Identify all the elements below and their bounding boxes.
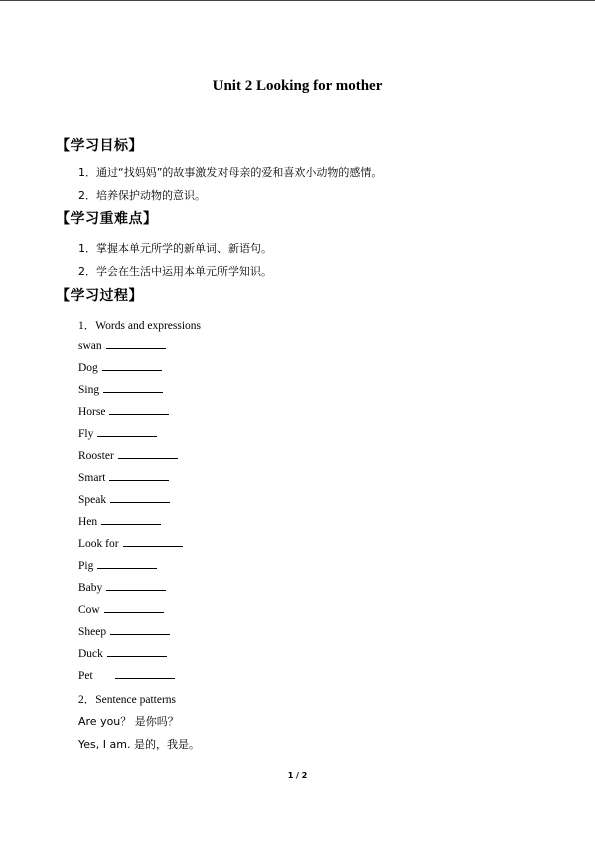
page-number: 1 / 2 [287,771,308,780]
vocab-row [78,560,157,572]
vocab-word: Hen [78,516,98,528]
fill-in-blank[interactable] [106,590,166,591]
vocab-row [78,538,183,550]
vocab-word: Smart [78,472,106,484]
fill-in-blank[interactable] [97,436,157,437]
fill-in-blank[interactable] [103,392,163,393]
vocab-row [78,428,157,440]
vocab-word: Cow [78,604,100,616]
vocab-row [78,626,170,638]
vocab-word: Sheep [78,626,107,638]
keypoint-item-2: 2．学会在生活中运用本单元所学知识。 [78,265,272,278]
section-heading-keypoints: 【学习重难点】 [56,211,158,227]
vocab-word: swan [78,340,102,352]
vocab-word: Pet [78,670,93,682]
vocab-row [78,604,164,616]
vocab-word: Rooster [78,450,114,462]
vocab-word: Pig [78,560,94,572]
goal-item-2: 2．培养保护动物的意识。 [78,189,206,202]
part1-title: 1．Words and expressions [78,320,202,332]
vocab-word: Fly [78,428,94,440]
vocab-row [78,384,163,396]
fill-in-blank[interactable] [97,568,157,569]
fill-in-blank[interactable] [106,348,166,349]
fill-in-blank[interactable] [123,546,183,547]
vocab-word: Dog [78,362,98,374]
vocab-row [78,340,166,352]
vocab-word: Horse [78,406,106,418]
fill-in-blank[interactable] [104,612,164,613]
vocab-word: Baby [78,582,103,594]
sentence-2: Yes, I am. 是的，我是。 [78,738,200,751]
vocab-row [78,670,175,682]
fill-in-blank[interactable] [109,414,169,415]
vocab-row [78,494,170,506]
sentence-1: Are you？ 是你吗？ [78,715,179,728]
vocab-row [78,582,166,594]
fill-in-blank[interactable] [110,634,170,635]
part2-title: 2．Sentence patterns [78,694,177,706]
section-heading-process: 【学习过程】 [56,288,143,304]
fill-in-blank[interactable] [102,370,162,371]
vocab-row [78,472,169,484]
fill-in-blank[interactable] [109,480,169,481]
fill-in-blank[interactable] [110,502,170,503]
fill-in-blank[interactable] [115,678,175,679]
page-top-border [0,0,595,1]
vocab-word: Look for [78,538,119,550]
vocab-word: Sing [78,384,100,396]
fill-in-blank[interactable] [107,656,167,657]
vocab-word: Duck [78,648,103,660]
vocab-row [78,516,161,528]
document-title: Unit 2 Looking for mother [212,78,383,94]
vocab-word: Speak [78,494,107,506]
fill-in-blank[interactable] [118,458,178,459]
section-heading-goals: 【学习目标】 [56,138,143,154]
vocab-row [78,362,162,374]
keypoint-item-1: 1．掌握本单元所学的新单词、新语句。 [78,242,272,255]
vocab-row [78,406,169,418]
vocab-row [78,450,178,462]
fill-in-blank[interactable] [101,524,161,525]
vocab-row [78,648,167,660]
goal-item-1: 1．通过“找妈妈”的故事激发对母亲的爱和喜欢小动物的感情。 [78,166,383,179]
